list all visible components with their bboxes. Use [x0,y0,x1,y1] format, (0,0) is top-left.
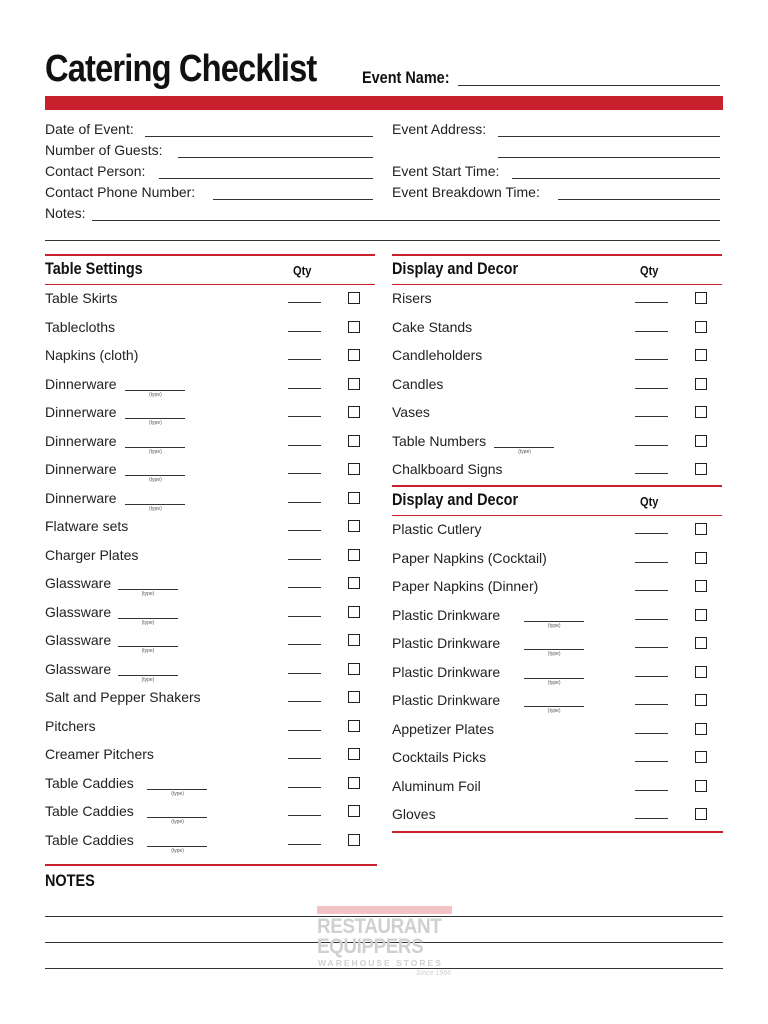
checklist-item [392,319,722,339]
item-type-caption: (type) [149,391,162,398]
item-checkbox[interactable] [695,780,707,792]
checklist-item [45,404,375,424]
item-label: Plastic Drinkware [392,635,501,651]
item-type-caption: (type) [547,679,561,686]
checklist-item [392,778,722,798]
item-checkbox[interactable] [348,292,360,304]
item-label: Plastic Drinkware [392,692,501,708]
item-label: Table Numbers [392,432,487,449]
restaurant-equippers-logo [317,906,453,980]
item-checkbox[interactable] [348,549,360,561]
item-label: Dinnerware [45,489,117,506]
table-settings-end-rule [45,864,377,866]
item-qty-field[interactable] [288,587,321,588]
item-checkbox[interactable] [695,694,707,706]
item-type-caption: (type) [171,819,184,825]
item-checkbox[interactable] [695,808,707,820]
event-breakdown-time-label: Event Breakdown Time: [392,184,540,200]
checklist-item [392,806,722,826]
item-checkbox[interactable] [348,463,360,475]
item-checkbox[interactable] [348,435,360,447]
item-qty-field[interactable] [635,647,668,648]
item-checkbox[interactable] [348,492,360,504]
contact-phone-number-label: Contact Phone Number: [45,184,196,200]
contact-phone-number-field[interactable] [213,199,373,200]
item-type-field[interactable] [125,418,185,419]
item-qty-field[interactable] [635,619,668,620]
checklist-item [45,518,375,538]
item-qty-field[interactable] [288,673,321,674]
item-type-caption: (type) [149,477,162,483]
page-title: Catering Checklist [45,48,317,90]
section-title: Table Settings [45,259,143,278]
item-qty-field[interactable] [288,815,321,816]
item-label: Tablecloths [45,318,116,335]
item-label: Candles [392,375,444,392]
item-label: Table Caddies [45,803,134,819]
item-label: Paper Napkins (Dinner) [392,578,539,594]
item-qty-field[interactable] [635,445,668,446]
item-checkbox[interactable] [695,666,707,678]
item-type-field[interactable] [494,447,554,448]
logo-line-4: Since 1966 [415,970,451,977]
item-type-caption: (type) [141,591,155,597]
item-qty-field[interactable] [288,359,321,360]
item-label: Cocktails Picks [392,749,487,765]
item-type-field[interactable] [125,504,185,505]
checklist-item [45,575,375,595]
item-checkbox[interactable] [348,634,360,646]
notes-label: Notes: [45,205,86,221]
item-qty-field[interactable] [635,533,668,534]
checklist-item [45,775,375,795]
item-type-field[interactable] [118,618,178,619]
item-checkbox[interactable] [348,349,360,361]
item-type-caption: (type) [547,651,561,657]
item-type-caption: (type) [141,648,155,654]
item-label: Dinnerware [45,404,117,420]
checklist-item [392,550,722,570]
item-checkbox[interactable] [348,805,360,817]
item-label: Vases [392,404,430,420]
item-checkbox[interactable] [695,637,707,649]
item-qty-field[interactable] [288,644,321,645]
item-label: Glassware [45,575,112,591]
checklist-item [392,692,722,712]
item-checkbox[interactable] [695,378,707,390]
item-label: Flatware sets [45,518,129,534]
item-type-caption: (type) [141,676,155,683]
item-checkbox[interactable] [348,520,360,532]
checklist-item [392,635,722,655]
item-checkbox[interactable] [348,663,360,675]
item-checkbox[interactable] [695,523,707,535]
item-checkbox[interactable] [348,606,360,618]
logo-line-2: EQUIPPERS [317,935,424,958]
event-breakdown-time-field[interactable] [558,199,720,200]
event-address-field[interactable] [498,136,720,137]
item-checkbox[interactable] [695,435,707,447]
item-label: Salt and Pepper Shakers [45,689,201,705]
item-type-field[interactable] [524,621,584,622]
item-type-field[interactable] [118,646,178,647]
item-qty-field[interactable] [635,416,668,417]
item-type-field[interactable] [147,817,207,818]
item-qty-field[interactable] [635,331,668,332]
event-name-label: Event Name: [362,68,450,87]
checklist-item [392,461,722,481]
item-type-field[interactable] [524,649,584,650]
header-divider-bar [45,96,723,110]
item-qty-field[interactable] [635,676,668,677]
item-type-field[interactable] [147,789,207,790]
item-type-caption: (type) [149,448,162,455]
item-qty-field[interactable] [635,473,668,474]
item-checkbox[interactable] [695,723,707,735]
item-checkbox[interactable] [695,580,707,592]
checklist-item [45,461,375,481]
logo-band [317,906,452,914]
item-qty-field[interactable] [288,502,321,503]
display-decor-header [392,254,722,285]
notes-field[interactable] [92,220,720,221]
item-label: Candleholders [392,347,483,363]
display-decor-2-header [392,485,722,516]
qty-column-label: Qty [640,263,659,278]
item-qty-field[interactable] [288,730,321,731]
item-type-field[interactable] [524,706,584,707]
item-type-field[interactable] [147,846,207,847]
item-qty-field[interactable] [288,844,321,845]
item-label: Plastic Drinkware [392,663,501,680]
item-checkbox[interactable] [348,777,360,789]
checklist-item [392,521,722,541]
item-type-field[interactable] [125,447,185,448]
item-label: Cake Stands [392,318,473,335]
item-label: Creamer Pitchers [45,746,154,762]
item-type-caption: (type) [149,505,162,512]
item-label: Glassware [45,660,112,677]
item-checkbox[interactable] [695,751,707,763]
item-type-field[interactable] [125,390,185,391]
checklist-item [45,347,375,367]
item-qty-field[interactable] [635,388,668,389]
number-of-guests-label: Number of Guests: [45,142,163,158]
item-label: Plastic Cutlery [392,521,482,537]
item-checkbox[interactable] [348,577,360,589]
checklist-item [392,433,722,453]
checklist-item [392,404,722,424]
item-checkbox[interactable] [348,321,360,333]
item-label: Risers [392,290,432,306]
checklist-item [392,347,722,367]
item-qty-field[interactable] [288,559,321,560]
event-start-time-label: Event Start Time: [392,163,500,179]
item-checkbox[interactable] [695,406,707,418]
contact-person-field[interactable] [159,178,373,179]
item-type-field[interactable] [125,475,185,476]
checklist-item [45,718,375,738]
item-checkbox[interactable] [348,378,360,390]
item-qty-field[interactable] [288,445,321,446]
qty-column-label: Qty [293,263,312,278]
item-qty-field[interactable] [288,758,321,759]
item-checkbox[interactable] [348,406,360,418]
section-title: Display and Decor [392,259,519,278]
item-checkbox[interactable] [695,609,707,621]
checklist-item [392,664,722,684]
checklist-item [45,604,375,624]
item-checkbox[interactable] [348,834,360,846]
checklist-item [392,290,722,310]
item-qty-field[interactable] [288,616,321,617]
item-qty-field[interactable] [288,388,321,389]
item-qty-field[interactable] [635,302,668,303]
checklist-item [45,376,375,396]
item-label: Pitchers [45,717,96,734]
item-type-caption: (type) [547,622,561,629]
item-label: Dinnerware [45,432,117,449]
item-type-field[interactable] [118,675,178,676]
checklist-item [45,661,375,681]
event-address-field-line-2[interactable] [498,157,720,158]
item-type-field[interactable] [524,678,584,679]
item-label: Table Caddies [45,831,134,848]
item-label: Aluminum Foil [392,777,481,794]
number-of-guests-field[interactable] [178,157,373,158]
display-decor-2-end-rule [392,831,723,833]
item-qty-field[interactable] [288,473,321,474]
checklist-item [45,490,375,510]
item-checkbox[interactable] [348,720,360,732]
item-qty-field[interactable] [288,331,321,332]
checklist-item [45,547,375,567]
item-label: Plastic Drinkware [392,606,501,623]
item-label: Napkins (cloth) [45,347,139,363]
item-checkbox[interactable] [695,321,707,333]
item-type-caption: (type) [518,448,531,455]
checklist-item [45,689,375,709]
item-type-caption: (type) [141,619,155,626]
item-qty-field[interactable] [288,787,321,788]
checklist-item [45,433,375,453]
item-label: Gloves [392,806,436,822]
checklist-item [45,632,375,652]
contact-person-label: Contact Person: [45,163,146,179]
item-label: Dinnerware [45,375,117,392]
item-label: Charger Plates [45,546,139,563]
checklist-item [45,319,375,339]
item-label: Glassware [45,632,112,648]
qty-column-label: Qty [640,494,659,509]
item-qty-field[interactable] [635,818,668,819]
notes-field-line-2[interactable] [45,240,720,241]
checklist-item [45,290,375,310]
item-type-caption: (type) [149,420,162,426]
item-qty-field[interactable] [288,701,321,702]
item-type-caption: (type) [171,847,184,854]
checklist-item [45,746,375,766]
checklist-item [45,832,375,852]
item-qty-field[interactable] [635,733,668,734]
logo-line-3: WAREHOUSE STORES [318,958,443,968]
item-qty-field[interactable] [635,704,668,705]
item-checkbox[interactable] [695,292,707,304]
item-checkbox[interactable] [695,349,707,361]
item-qty-field[interactable] [288,530,321,531]
item-checkbox[interactable] [348,691,360,703]
item-qty-field[interactable] [635,359,668,360]
item-checkbox[interactable] [695,463,707,475]
event-address-label: Event Address: [392,121,487,137]
item-label: Paper Napkins (Cocktail) [392,549,547,566]
item-qty-field[interactable] [635,562,668,563]
table-settings-header [45,254,375,285]
checklist-item [392,578,722,598]
item-label: Chalkboard Signs [392,461,503,477]
checklist-item [392,607,722,627]
event-start-time-field[interactable] [512,178,720,179]
section-title: Display and Decor [392,490,519,509]
checklist-item [392,721,722,741]
item-type-caption: (type) [547,708,561,714]
item-checkbox[interactable] [348,748,360,760]
item-qty-field[interactable] [288,416,321,417]
checklist-item [45,803,375,823]
event-name-field[interactable] [458,85,720,86]
date-of-event-label: Date of Event: [45,121,134,137]
checklist-item [392,376,722,396]
item-checkbox[interactable] [695,552,707,564]
item-qty-field[interactable] [635,590,668,591]
item-qty-field[interactable] [635,761,668,762]
item-qty-field[interactable] [635,790,668,791]
item-label: Appetizer Plates [392,720,494,737]
item-type-field[interactable] [118,589,178,590]
item-label: Table Caddies [45,774,134,791]
item-label: Table Skirts [45,290,118,306]
item-type-caption: (type) [171,790,184,797]
item-label: Glassware [45,603,112,620]
date-of-event-field[interactable] [145,136,373,137]
item-label: Dinnerware [45,461,117,477]
logo-line-1: RESTAURANT [317,915,442,938]
notes-section-title: NOTES [45,871,95,890]
checklist-item [392,749,722,769]
item-qty-field[interactable] [288,302,321,303]
